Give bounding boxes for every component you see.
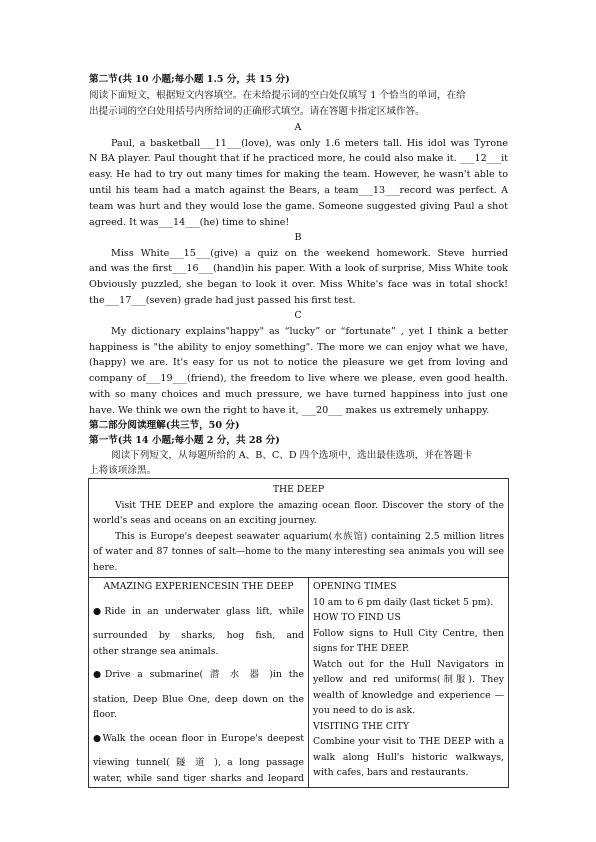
info-line: wealth of knowledge and experience — — [313, 689, 504, 701]
info-line: Follow signs to Hull City Centre, then — [313, 627, 504, 639]
passage-b-line: Miss White___15___(give) a quiz on the weekend homework. Steve hurried — [111, 248, 508, 259]
bullet-line: other strange sea animals. — [93, 645, 219, 657]
bullet-line: station, Deep Blue One, deep down on the — [93, 693, 304, 705]
passage-b-letter: B — [294, 232, 302, 243]
intro-cell — [89, 479, 509, 578]
passage-b-line: Obviously puzzled, she began to look it over. Miss White's face was in total shock! — [89, 279, 508, 290]
passage-c-line: with so many choices and much pressure, we have turned happiness into just one — [89, 389, 508, 400]
passage-c-line: My dictionary explains"happy" as “lucky” or “fortunate” , yet I think a better — [111, 326, 508, 337]
bullet-line: viewing tunnel( 隧 道 ), a long passage — [93, 757, 304, 768]
info-line: signs for THE DEEP. — [313, 643, 410, 654]
passage-a-line: until his team had a match against the Bears, a team___13___record was perfect. A — [89, 185, 508, 196]
passage-a-letter: A — [294, 122, 302, 133]
info-line: you need to do is ask. — [313, 705, 416, 716]
passage-a-line: N BA player. Paul thought that if he practiced more, he could also make it. ___12___it — [89, 153, 508, 164]
bullet-line: ●Walk the ocean floor in Europe's deepest — [93, 732, 304, 744]
intro-paragraph: This is Europe's deepest seawater aquarium(水族馆) containing 2.5 million litres of water and 87 tonnes of salt—home to the many interesting sea animals you will see here. — [93, 530, 504, 573]
info-line: walk along Hull's historic walkways, — [313, 751, 504, 763]
intro-paragraph: Visit THE DEEP and explore the amazing ocean floor. Discover the story of the world's seas and oceans on an exciting journey. — [93, 499, 504, 526]
info-line: Combine your visit to THE DEEP with a — [313, 736, 504, 747]
bullet-line: surrounded by sharks, hog fish, and — [93, 630, 304, 641]
opening-hours: 10 am to 6 pm daily (last ticket 5 pm). — [313, 596, 494, 608]
deep-title: THE DEEP — [272, 484, 325, 495]
table-row — [89, 578, 509, 788]
info-cell — [309, 578, 509, 788]
passage-a-line: agreed. It was___14___(he) time to shine! — [89, 217, 290, 228]
info-line: with cafes, bars and restaurants. — [313, 767, 469, 778]
bullet-line: ●Drive a submarine( 潜 水 器 )in the — [93, 669, 304, 680]
instruction-line: 阅读下列短文，从每题所给的 A、B、C、D 四个选项中，选出最佳选项，并在答题卡 — [111, 450, 473, 461]
passage-a-line: Paul, a basketball___11___(love), was only 1.6 meters tall. His idol was Tyrone — [111, 138, 508, 149]
find-us-heading: HOW TO FIND US — [313, 612, 401, 623]
passage-c-line: (happy) we are. It's easy for us not to notice the pleasure we get from loving and — [89, 357, 508, 368]
passage-a-line: easy. He had to try out many times for making the team. However, he wasn't able to — [89, 169, 508, 180]
bullet-line: floor. — [93, 709, 117, 720]
the-deep-table — [88, 478, 509, 788]
passage-c-line: company of___19___(friend), the freedom to live where we please, even good health. — [89, 373, 508, 384]
info-line: Watch out for the Hull Navigators in — [313, 658, 504, 670]
passage-b-line: and was the first___16___(hand)in his paper. With a look of surprise, Miss White took — [89, 263, 508, 274]
passage-c-line: have. We think we own the right to have it, ___20___ makes us extremely unhappy. — [89, 405, 490, 416]
experiences-cell — [89, 578, 309, 788]
passage-c-letter: C — [294, 310, 302, 321]
experiences-heading: AMAZING EXPERIENCESIN THE DEEP — [103, 581, 294, 592]
bullet-line: water, while sand tiger sharks and leopard — [93, 772, 304, 784]
table-row — [89, 479, 509, 578]
instruction-line: 出提示词的空白处用括号内所给词的正确形式填空。请在答题卡指定区域作答。 — [89, 106, 425, 117]
bullet-line: ●Ride in an underwater glass lift, while — [93, 605, 304, 617]
visiting-heading: VISITING THE CITY — [313, 720, 409, 732]
opening-times-heading: OPENING TIMES — [313, 581, 397, 592]
section-heading: 第二节(共 10 小题;每小题 1.5 分，共 15 分) — [89, 74, 290, 85]
passage-a-line: team was hurt and they would lose the game. Someone suggested giving Paul a shot — [89, 201, 508, 212]
passage-c-line: happiness is "the ability to enjoy something". The more we can enjoy what we have, — [89, 342, 508, 353]
subsection-heading: 第一节(共 14 小题;每小题 2 分，共 28 分) — [89, 435, 280, 446]
part-heading: 第二部分阅读理解(共三节，50 分) — [89, 420, 240, 431]
passage-b-line: the___17___(seven) grade had just passed his first test. — [89, 295, 356, 306]
info-line: yellow and red uniforms(制服). They — [313, 674, 504, 685]
instruction-line: 上将该项涂黑。 — [89, 465, 157, 476]
instruction-line: 阅读下面短文，根据短文内容填空。在未给提示词的空白处仅填写 1 个恰当的单词，在给 — [89, 90, 466, 101]
